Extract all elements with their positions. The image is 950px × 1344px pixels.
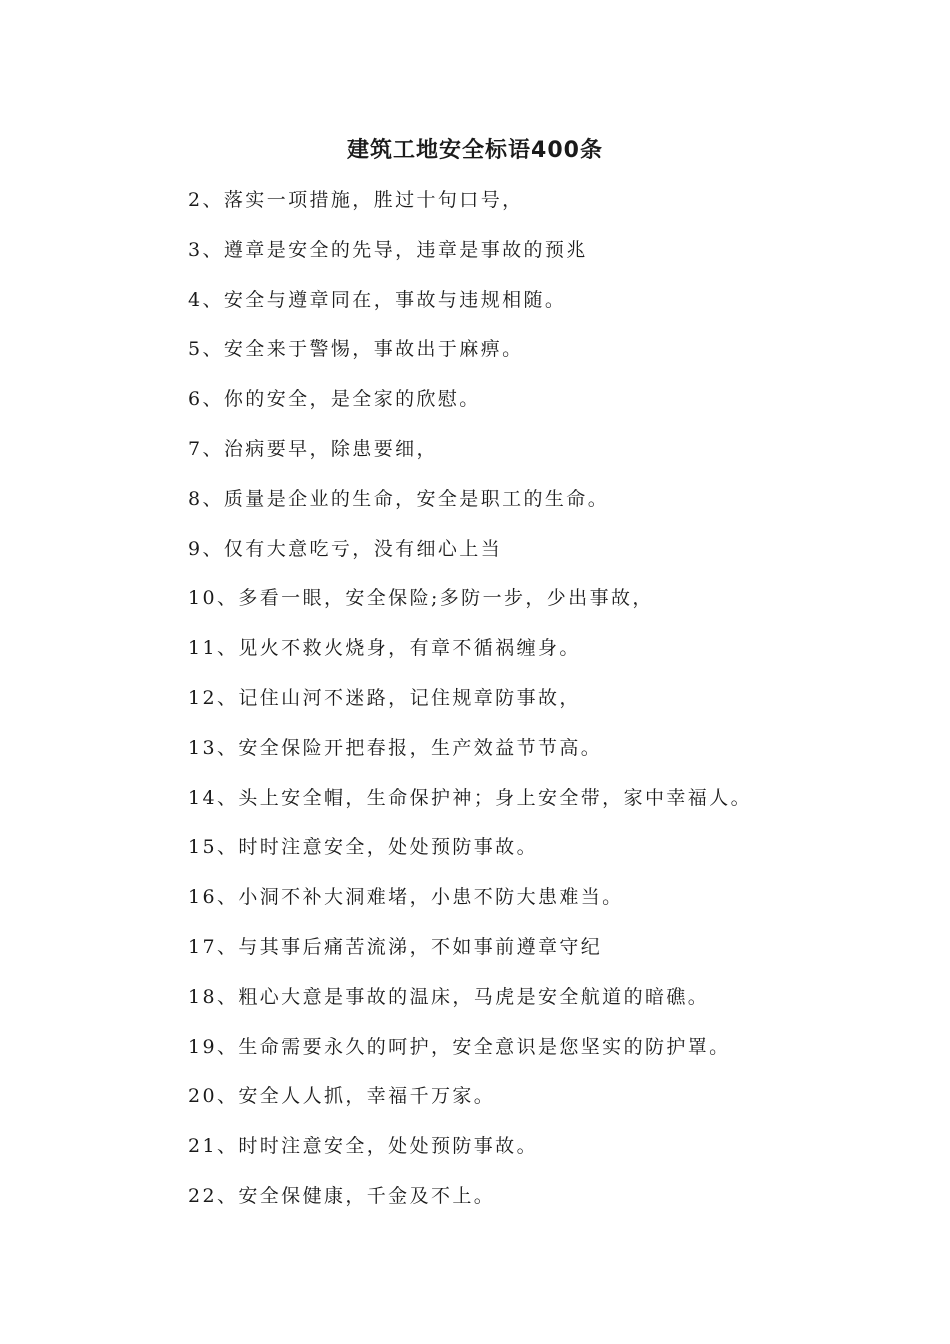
slogan-item: 22、安全保健康，千金及不上。 — [188, 1184, 496, 1207]
slogan-item: 21、时时注意安全，处处预防事故。 — [188, 1135, 538, 1158]
slogan-item: 16、小洞不补大洞难堵，小患不防大患难当。 — [188, 886, 624, 909]
slogan-item: 4、安全与遵章同在，事故与违规相随。 — [188, 288, 567, 311]
slogan-item: 5、安全来于警惕，事故出于麻痹。 — [188, 338, 524, 361]
slogan-item: 7、治病要早，除患要细， — [188, 437, 438, 460]
slogan-item: 3、遵章是安全的先导，违章是事故的预兆 — [188, 238, 588, 261]
slogan-item: 17、与其事后痛苦流涕，不如事前遵章守纪 — [188, 935, 603, 958]
slogan-item: 10、多看一眼，安全保险;多防一步，少出事故， — [188, 587, 654, 610]
document-title: 建筑工地安全标语400条 — [347, 138, 603, 163]
slogan-item: 12、记住山河不迷路，记住规章防事故， — [188, 686, 581, 709]
slogan-item: 6、你的安全，是全家的欣慰。 — [188, 388, 481, 411]
slogan-item: 20、安全人人抓，幸福千万家。 — [188, 1085, 496, 1108]
slogan-list — [188, 182, 888, 1228]
slogan-item: 11、见火不救火烧身，有章不循祸缠身。 — [188, 637, 581, 660]
slogan-item: 15、时时注意安全，处处预防事故。 — [188, 836, 538, 859]
slogan-item: 14、头上安全帽，生命保护神；身上安全带，家中幸福人。 — [188, 786, 752, 809]
slogan-item: 18、粗心大意是事故的温床，马虎是安全航道的暗礁。 — [188, 985, 710, 1008]
slogan-item: 2、落实一项措施，胜过十句口号， — [188, 189, 524, 211]
slogan-item: 9、仅有大意吃亏，没有细心上当 — [188, 537, 503, 560]
slogan-item: 19、生命需要永久的呵护，安全意识是您坚实的防护罩。 — [188, 1035, 731, 1058]
slogan-item: 8、质量是企业的生命，安全是职工的生命。 — [188, 487, 610, 510]
slogan-item: 13、安全保险开把春报，生产效益节节高。 — [188, 736, 603, 759]
